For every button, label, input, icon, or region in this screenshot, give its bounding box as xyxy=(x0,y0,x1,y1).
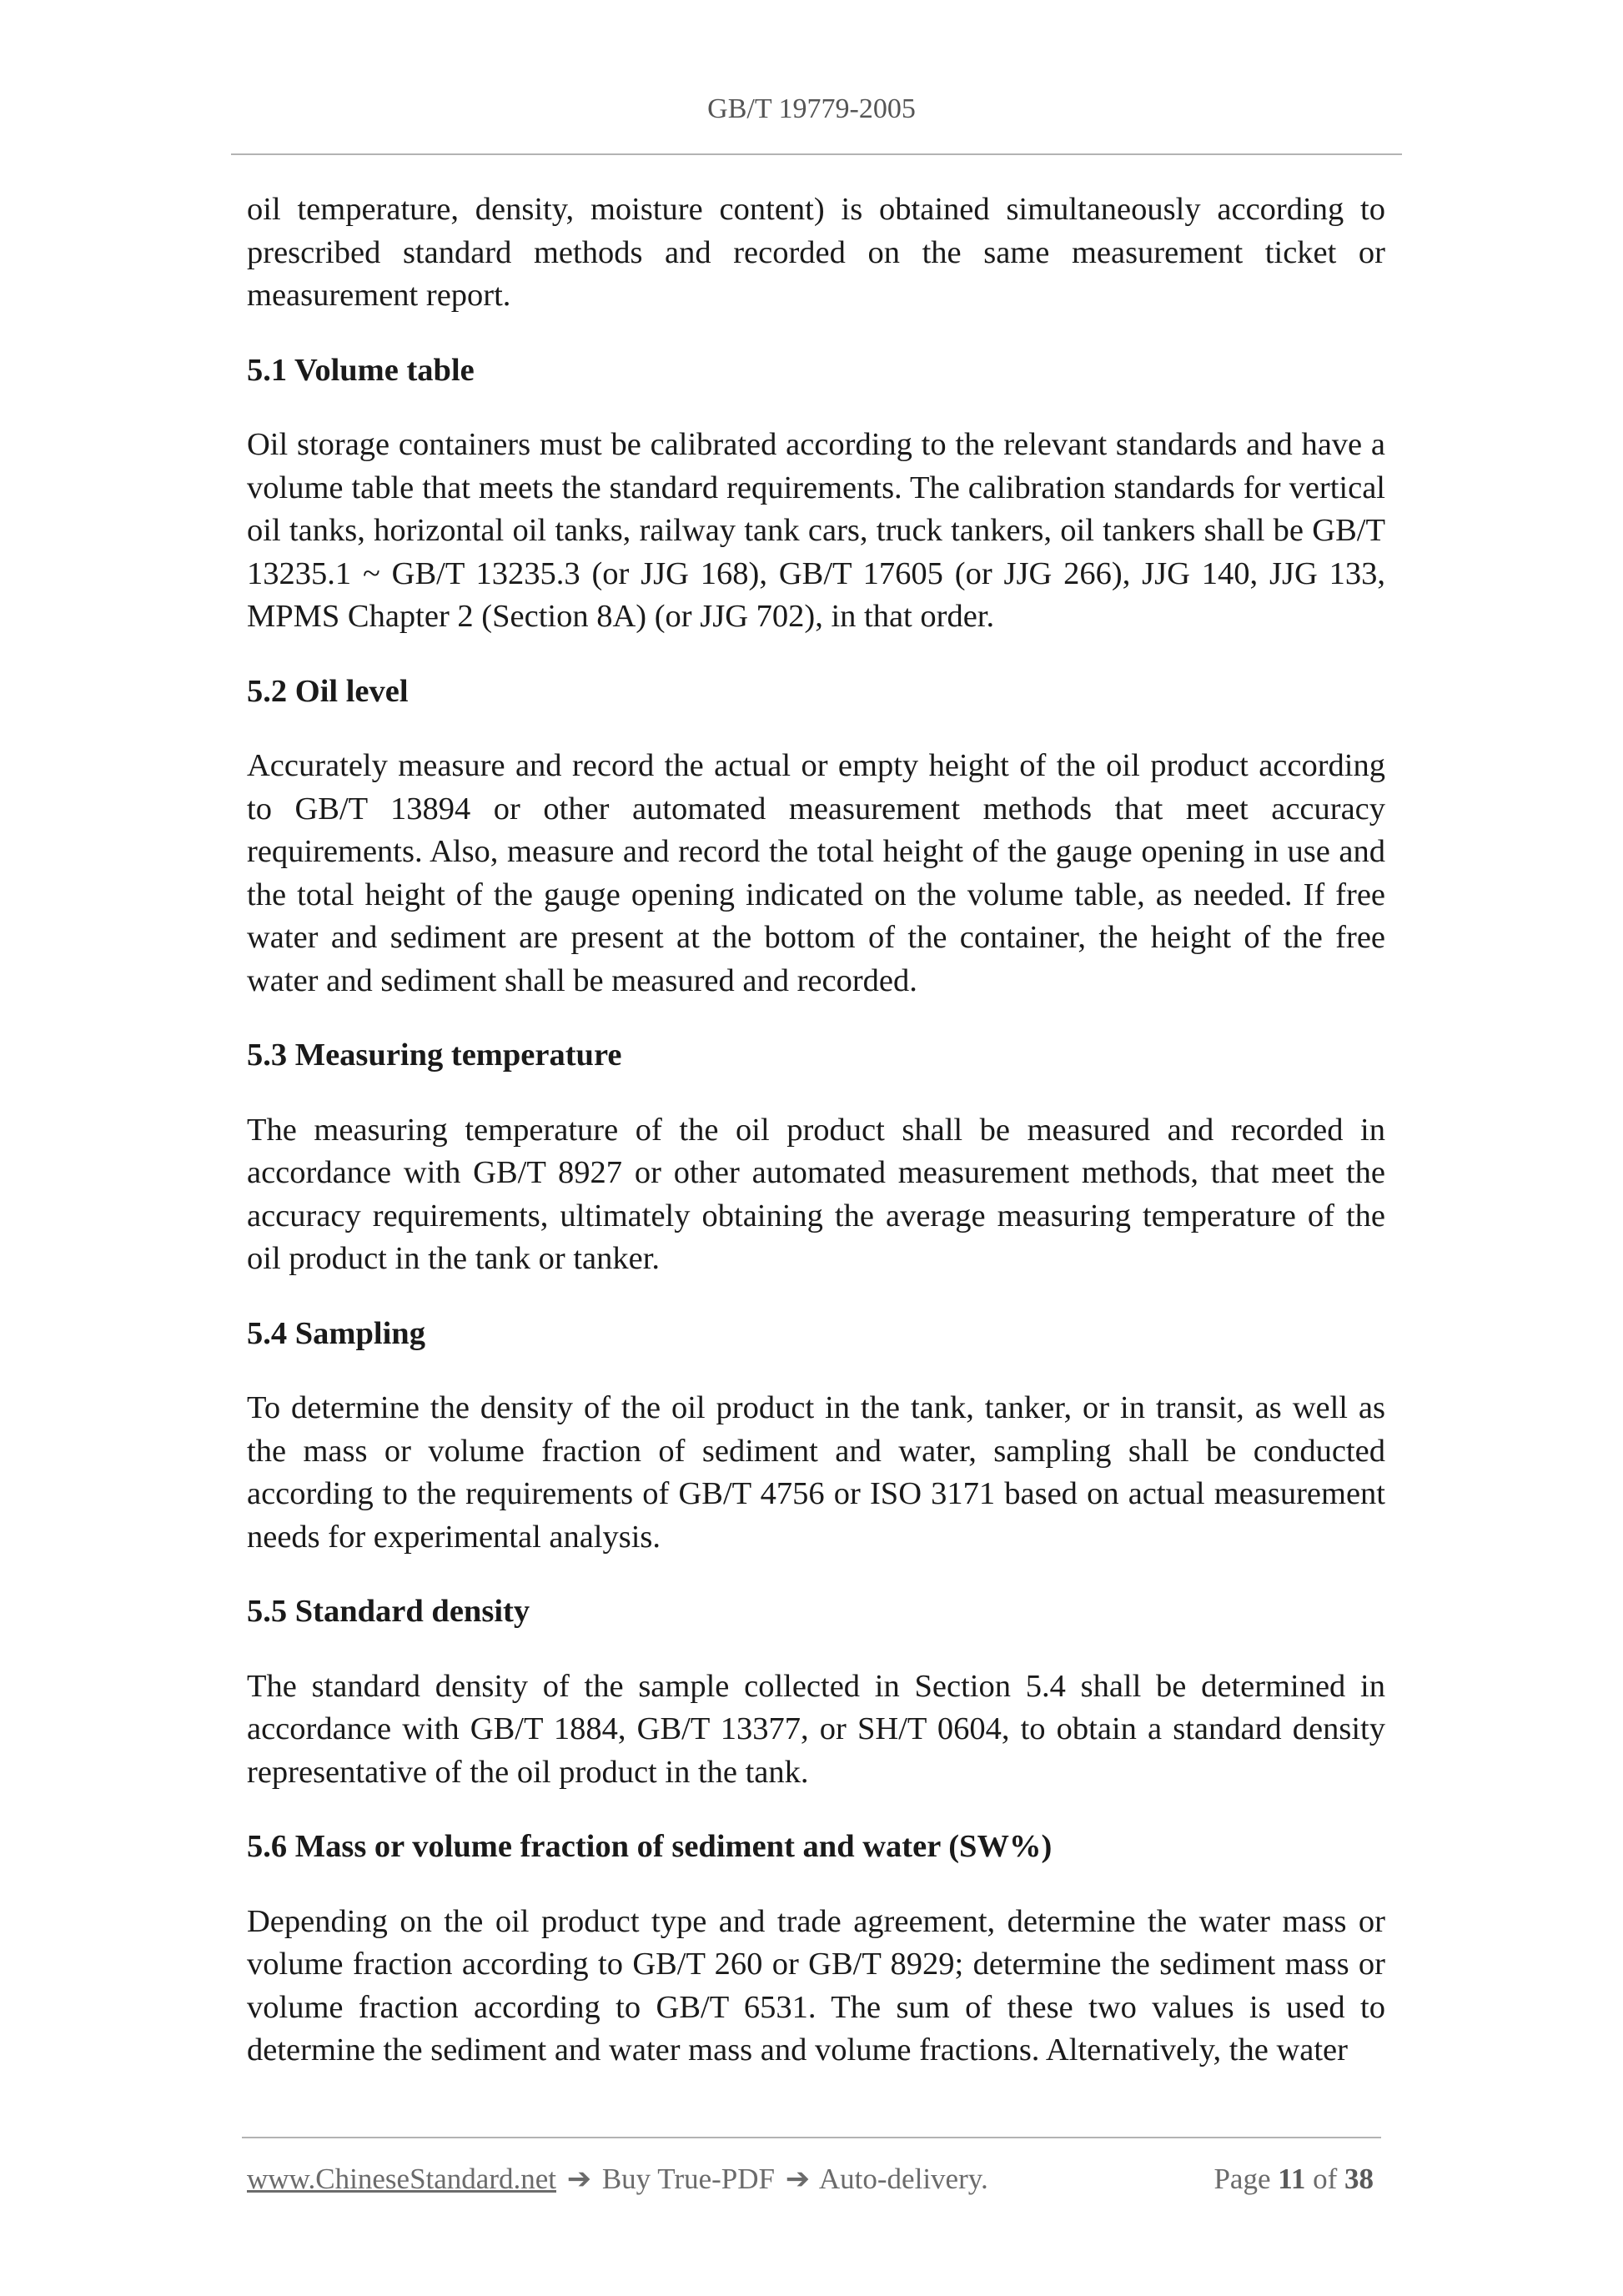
footer-divider xyxy=(242,2137,1381,2138)
header-divider xyxy=(231,153,1402,155)
section-5-5-heading: 5.5 Standard density xyxy=(247,1594,530,1629)
section-5-6-body: Depending on the oil product type and trade agreement, determine the water mass or volume fraction according to GB/T 260 or GB/T 8929; determine the sediment mass or volume fraction according to GB/T 6531. The sum of these two values is used to determine the sediment and water mass and volume fractions. Alternatively, the water xyxy=(247,1903,1385,2067)
page-header-standard-id: GB/T 19779-2005 xyxy=(707,93,916,124)
intro-paragraph: oil temperature, density, moisture content) is obtained simultaneously according to prescribed standard methods and recorded on the same measurement ticket or measurement report. xyxy=(247,192,1385,313)
section-5-1-heading: 5.1 Volume table xyxy=(247,352,475,388)
page-footer xyxy=(247,2158,1385,2200)
of-label: of xyxy=(1313,2163,1338,2195)
page-label: Page xyxy=(1213,2163,1271,2195)
website-link[interactable]: www.ChineseStandard.net xyxy=(247,2163,556,2195)
section-5-4-body: To determine the density of the oil product in the tank, tanker, or in transit, as well as the mass or volume fraction of sediment and water, sampling shall be conducted according to the requirements of GB/T 4756 or ISO 3171 based on actual measurement needs for experimental analysis. xyxy=(247,1390,1385,1555)
total-pages-number: 38 xyxy=(1344,2163,1374,2195)
page-number xyxy=(1213,2158,1374,2200)
document-body xyxy=(247,188,1385,2104)
section-5-1-body: Oil storage containers must be calibrated according to the relevant standards and have a volume table that meets the standard requirements. The calibration standards for vertical oil tanks, horizontal oil tanks, railway tank cars, truck tankers, oil tankers shall be GB/T 13235.1 ~ GB/T 13235.3 (or JJG 168), GB/T 17605 (or JJG 266), JJG 140, JJG 133, MPMS Chapter 2 (Section 8A) (or JJG 702), in that order. xyxy=(247,427,1385,634)
current-page-number: 11 xyxy=(1278,2163,1306,2195)
section-5-5-body: The standard density of the sample collected in Section 5.4 shall be determined in accordance with GB/T 1884, GB/T 13377, or SH/T 0604, to obtain a standard density representative of the oil product in the tank. xyxy=(247,1668,1385,1790)
arrow-right-icon: ➔ xyxy=(566,2163,592,2195)
section-5-3-heading: 5.3 Measuring temperature xyxy=(247,1037,622,1073)
auto-delivery-text: Auto-delivery. xyxy=(818,2163,988,2195)
footer-promo xyxy=(247,2158,988,2200)
buy-true-pdf-text: Buy True-PDF xyxy=(601,2163,775,2195)
section-5-2-heading: 5.2 Oil level xyxy=(247,673,409,709)
section-5-6-heading: 5.6 Mass or volume fraction of sediment and water (SW%) xyxy=(247,1829,1053,1864)
section-5-2-body: Accurately measure and record the actual or empty height of the oil product according to GB/T 13894 or other automated measurement methods that meet accuracy requirements. Also, measure and record the total height of the gauge opening in use and the total height of the gauge opening indicated on the volume table, as needed. If free water and sediment are present at the bottom of the container, the height of the free water and sediment shall be measured and recorded. xyxy=(247,748,1385,998)
arrow-right-icon: ➔ xyxy=(785,2163,811,2195)
section-5-3-body: The measuring temperature of the oil product shall be measured and recorded in accordance with GB/T 8927 or other automated measurement methods, that meet the accuracy requirements, ultimately obtaining the average measuring temperature of the oil product in the tank or tanker. xyxy=(247,1112,1385,1276)
section-5-4-heading: 5.4 Sampling xyxy=(247,1315,425,1351)
